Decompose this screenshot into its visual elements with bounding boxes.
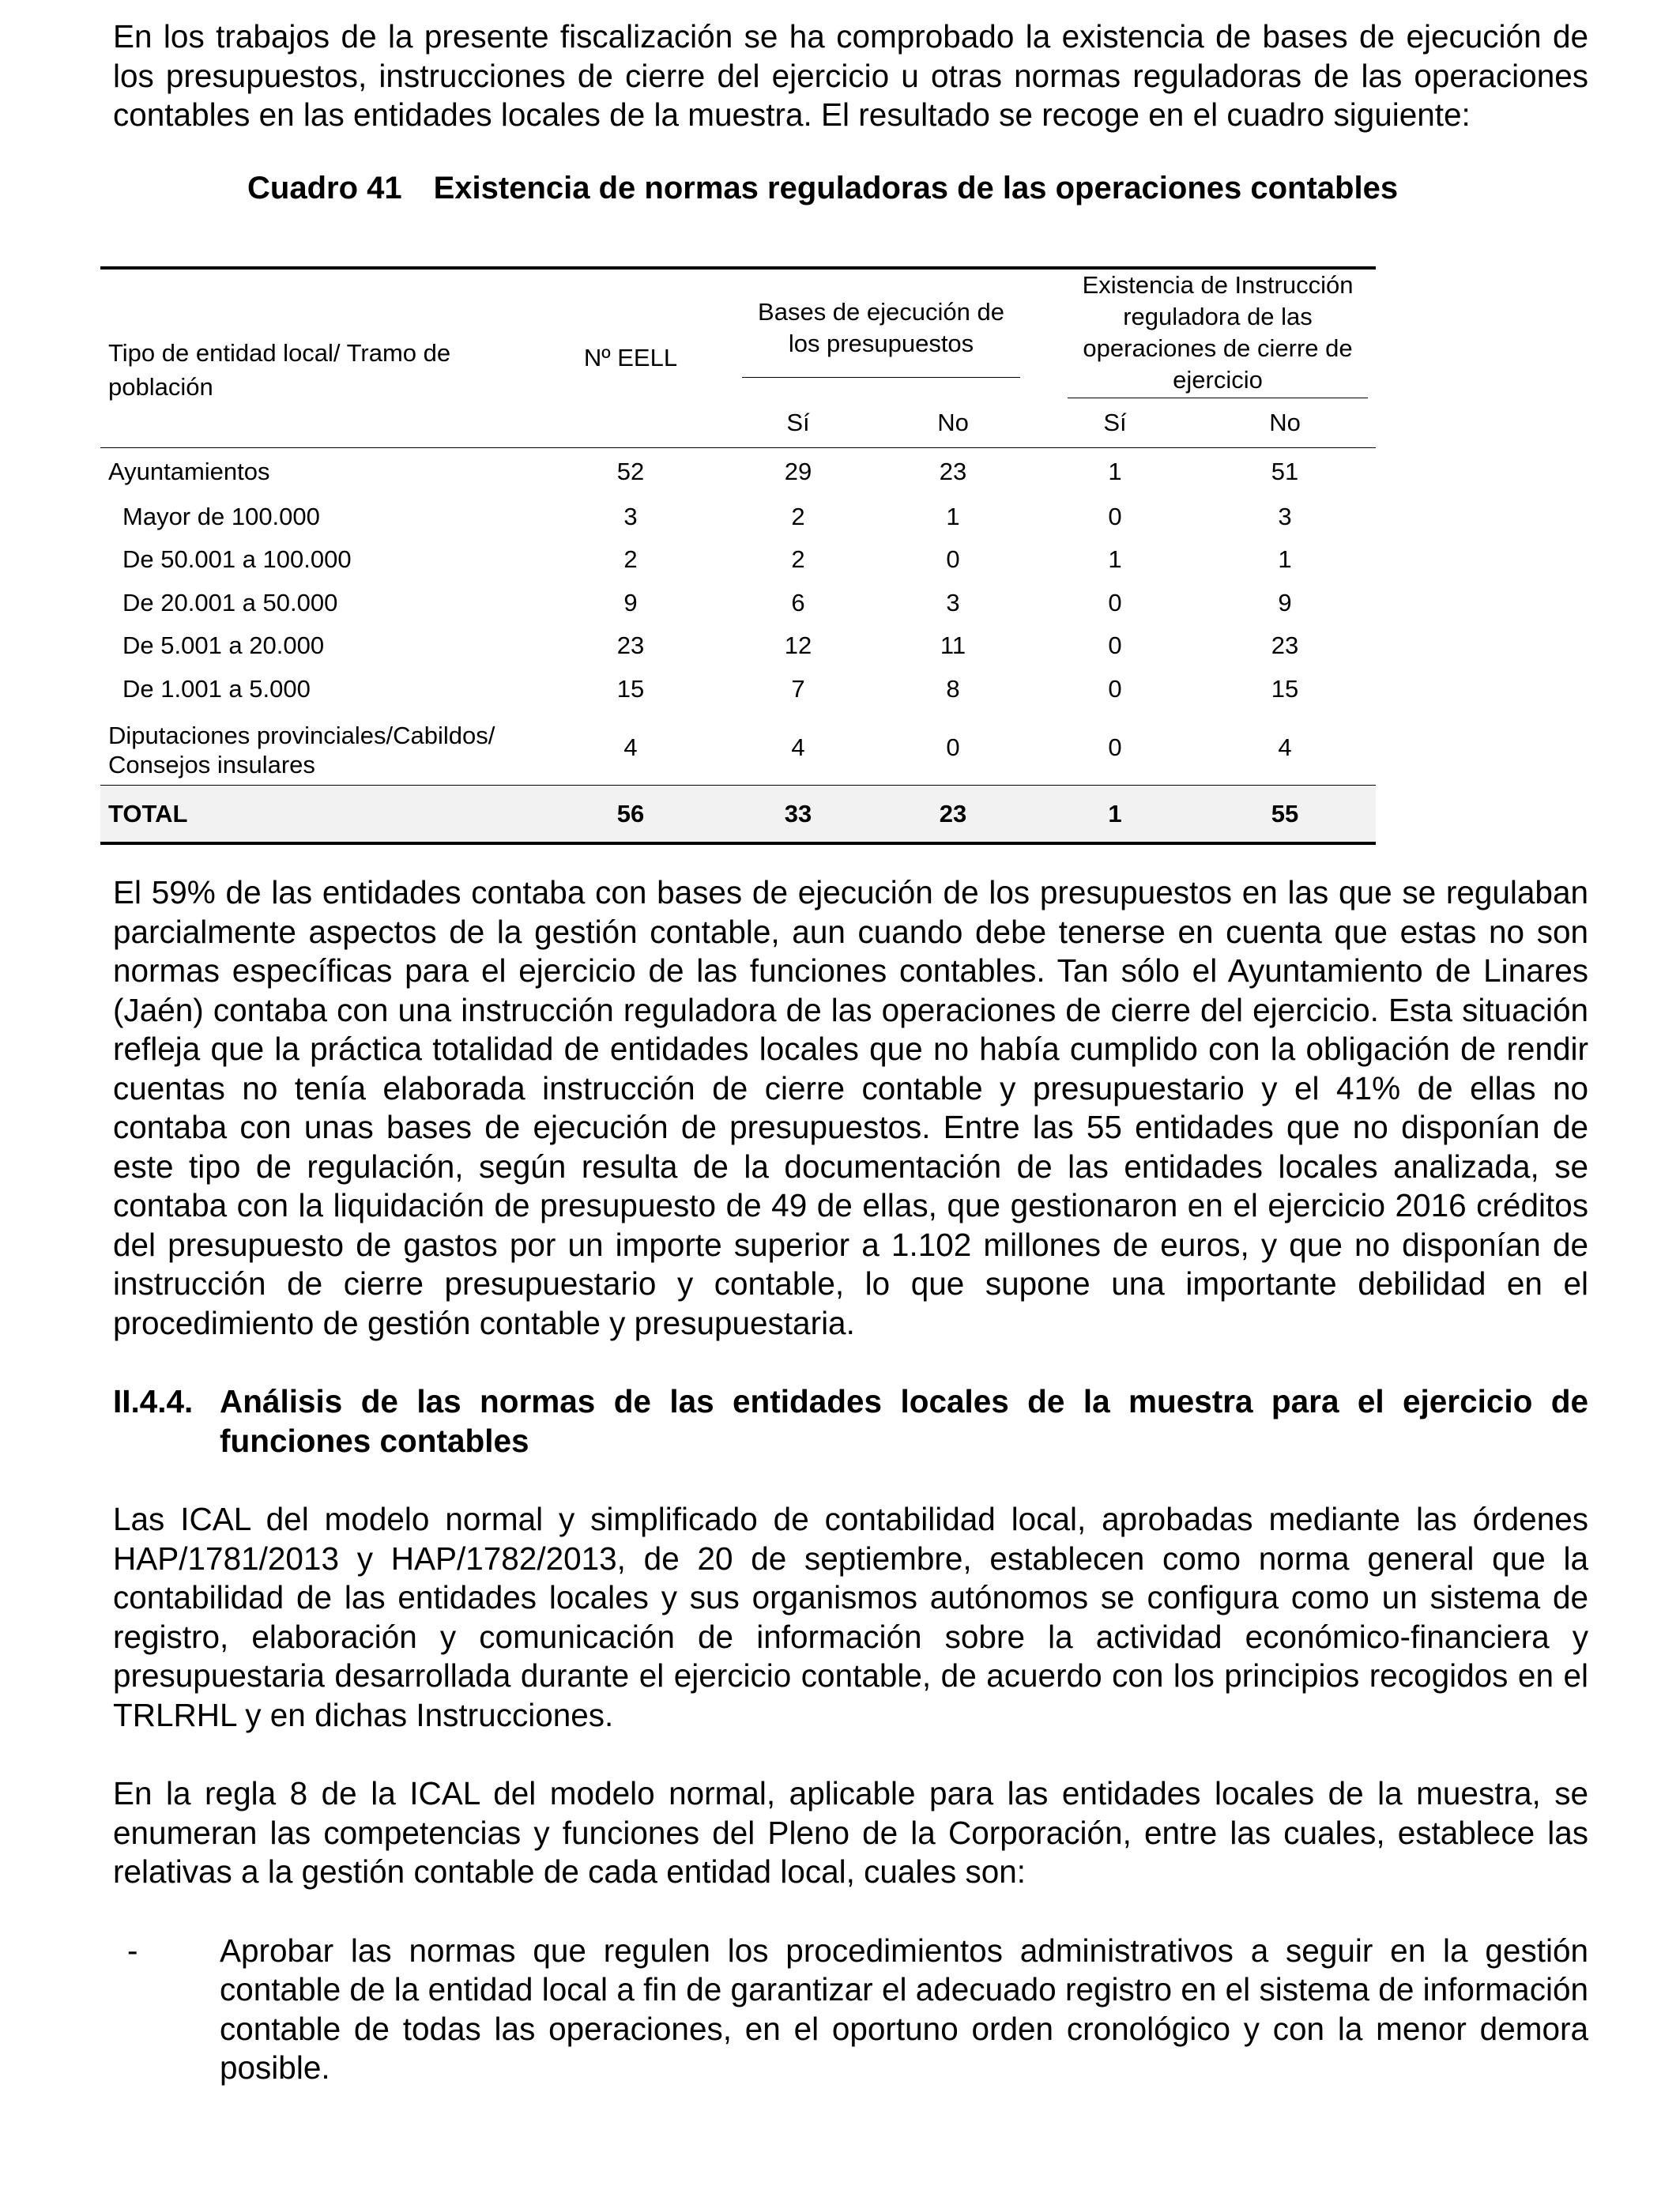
header-bases-si: Sí — [786, 408, 810, 436]
header-inst-no: No — [1269, 408, 1301, 436]
bullet-marker: - — [127, 1932, 138, 1969]
header-bases: Bases de ejecución de los presupuestos — [742, 290, 1020, 378]
cell-bases-no: 3 — [946, 588, 960, 616]
cell-bases-si: 2 — [791, 502, 805, 530]
cell-bases-si: 2 — [791, 545, 805, 574]
row-label: De 5.001 a 20.000 — [122, 631, 325, 660]
cell-bases-no: 0 — [946, 733, 960, 761]
cell-inst-si: 0 — [1108, 502, 1122, 530]
table-row — [100, 711, 1376, 786]
cell-inst-si: 0 — [1108, 631, 1122, 660]
cell-inst-no: 23 — [1271, 631, 1299, 660]
table-body — [100, 447, 1376, 843]
cell-n: 2 — [623, 545, 638, 574]
table-container — [100, 266, 1376, 845]
bullet-text: Aprobar las normas que regulen los procedimientos administrativos a seguir en la gestión contable de la entidad local a fin de garantizar el adecuado registro en el sistema de información contable de todas las operaciones, en el oportuno orden cronológico y con la menor demora posible. — [220, 1932, 1588, 2086]
cell-bases-si: 29 — [784, 457, 812, 485]
table-row — [100, 447, 1376, 496]
total-n: 56 — [535, 786, 726, 844]
bullet-item — [113, 1932, 1588, 2088]
cell-inst-no: 51 — [1271, 457, 1299, 485]
total-inst-no: 55 — [1194, 786, 1376, 844]
header-instruccion: Existencia de Instrucción reguladora de las operaciones de cierre de ejercicio — [1068, 270, 1368, 398]
cell-n: 4 — [623, 733, 638, 761]
cell-inst-si: 1 — [1108, 545, 1122, 574]
table-row — [100, 538, 1376, 582]
total-bases-no: 23 — [870, 786, 1036, 844]
table-caption — [247, 169, 1588, 207]
row-label: De 1.001 a 5.000 — [122, 674, 311, 703]
total-label: TOTAL — [100, 786, 535, 844]
paragraph-3: Las ICAL del modelo normal y simplificado de contabilidad local, aprobadas mediante las órdenes HAP/1781/2013 y HAP/1782/2013, de 20 de septiembre, establecen como norma general que la contabilidad de las entidades locales y sus organismos autónomos se configura como un sistema de registro, elaboración y comunicación de información sobre la actividad económico-financiera y presupuestaria desarrollada durante el ejercicio contable, de acuerdo con los principios recogidos en el TRLRHL y en dichas Instrucciones. — [113, 1501, 1588, 1733]
section-heading — [113, 1382, 1588, 1461]
cell-n: 9 — [623, 588, 638, 616]
cell-inst-si: 0 — [1108, 674, 1122, 703]
cell-bases-no: 23 — [939, 457, 967, 485]
table-row — [100, 624, 1376, 668]
header-count: Nº EELL — [583, 344, 678, 372]
cell-inst-no: 3 — [1278, 502, 1292, 530]
cell-bases-si: 4 — [791, 733, 805, 761]
cell-inst-si: 1 — [1108, 457, 1122, 485]
cell-inst-no: 1 — [1278, 545, 1292, 574]
cell-bases-si: 7 — [791, 674, 805, 703]
document-page — [113, 17, 1588, 207]
cell-inst-si: 0 — [1108, 588, 1122, 616]
row-label: Mayor de 100.000 — [122, 502, 320, 530]
cell-bases-no: 11 — [940, 631, 966, 660]
document-page-continued — [113, 873, 1588, 2088]
table-row — [100, 496, 1376, 539]
cell-bases-no: 1 — [946, 502, 960, 530]
cell-bases-si: 12 — [784, 631, 812, 660]
total-bases-si: 33 — [726, 786, 870, 844]
total-inst-si: 1 — [1036, 786, 1194, 844]
table-row — [100, 668, 1376, 711]
cell-n: 15 — [616, 674, 645, 703]
cell-bases-no: 8 — [946, 674, 960, 703]
cell-inst-no: 4 — [1278, 733, 1292, 761]
section-title: Análisis de las normas de las entidades locales de la muestra para el ejercicio de funciones contables — [220, 1383, 1588, 1459]
cell-bases-si: 6 — [791, 588, 805, 616]
caption-number: Cuadro 41 — [247, 170, 402, 205]
header-entity-type: Tipo de entidad local/ Tramo de población — [108, 339, 451, 401]
section-number: II.4.4. — [113, 1383, 194, 1419]
total-row — [100, 786, 1376, 844]
caption-title: Existencia de normas reguladoras de las operaciones contables — [433, 170, 1399, 205]
cell-inst-si: 0 — [1108, 733, 1122, 761]
row-label: De 50.001 a 100.000 — [122, 545, 352, 574]
norms-table — [100, 266, 1376, 845]
cell-inst-no: 9 — [1278, 588, 1292, 616]
row-label: De 20.001 a 50.000 — [122, 588, 338, 616]
paragraph-4: En la regla 8 de la ICAL del modelo normal, aplicable para las entidades locales de la muestra, se enumeran las competencias y funciones del Pleno de la Corporación, entre las cuales, establece las relativas a la gestión contable de cada entidad local, cuales son: — [113, 1775, 1588, 1890]
table-row — [100, 582, 1376, 625]
header-inst-si: Sí — [1103, 408, 1127, 436]
cell-n: 52 — [616, 457, 645, 485]
header-bases-no: No — [937, 408, 969, 436]
row-label: Ayuntamientos — [108, 457, 270, 485]
cell-bases-no: 0 — [946, 545, 960, 574]
paragraph-2: El 59% de las entidades contaba con bases de ejecución de los presupuestos en las que se regulaban parcialmente aspectos de la gestión contable, aun cuando debe tenerse en cuenta que estas no son normas específicas para el ejercicio de las funciones contables. Tan sólo el Ayuntamiento de Linares (Jaén) contaba con una instrucción reguladora de las operaciones de cierre del ejercicio. Esta situación refleja que la práctica totalidad de entidades locales que no había cumplido con la obligación de rendir cuentas no tenía elaborada instrucción de cierre contable y presupuestario y el 41% de ellas no contaba con unas bases de ejecución de presupuestos. Entre las 55 entidades que no disponían de este tipo de regulación, según resulta de la documentación de las entidades locales analizada, se contaba con la liquidación de presupuesto de 49 de ellas, que gestionaron en el ejercicio 2016 créditos del presupuesto de gastos por un importe superior a 1.102 millones de euros, y que no disponían de instrucción de cierre presupuestario y contable, lo que supone una importante debilidad en el procedimiento de gestión contable y presupuestaria. — [113, 874, 1588, 1341]
cell-n: 23 — [616, 631, 645, 660]
row-label: Diputaciones provinciales/Cabildos/ Consejos insulares — [108, 722, 495, 778]
intro-paragraph: En los trabajos de la presente fiscalización se ha comprobado la existencia de bases de ejecución de los presupuestos, instrucciones de cierre del ejercicio u otras normas reguladoras de las operaciones contables en las entidades locales de la muestra. El resultado se recoge en el cuadro siguiente: — [113, 18, 1588, 133]
cell-n: 3 — [623, 502, 638, 530]
cell-inst-no: 15 — [1271, 674, 1299, 703]
